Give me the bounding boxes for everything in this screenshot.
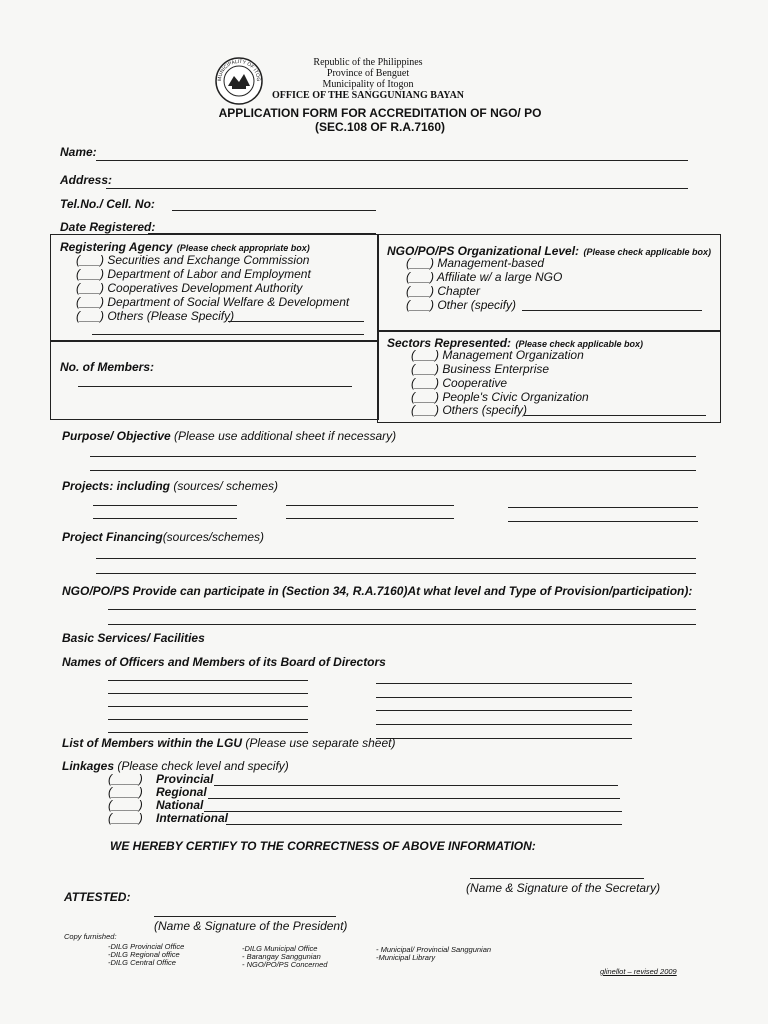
officer-field-1[interactable] [108, 680, 308, 681]
tel-label: Tel.No./ Cell. No: [60, 197, 155, 211]
financing-field-1[interactable] [96, 558, 696, 559]
list-members-note: (Please use separate sheet) [245, 736, 396, 750]
copy-item: -DILG Municipal Office [242, 944, 318, 953]
projects-field-2[interactable] [286, 505, 454, 506]
projects-note: (sources/ schemes) [173, 479, 279, 493]
registering-agency-note: (Please check appropriate box) [176, 243, 310, 253]
linkage-check-regional[interactable]: (____) [108, 785, 143, 799]
agency-option-dswd[interactable]: (___) Department of Social Welfare & Development [76, 295, 350, 309]
secretary-caption: (Name & Signature of the Secretary) [466, 881, 661, 895]
financing-field-2[interactable] [96, 573, 696, 574]
agency-others-field-2[interactable] [92, 334, 364, 335]
basic-services-label: Basic Services/ Facilities [62, 631, 205, 645]
address-label: Address: [60, 173, 113, 187]
linkage-international-field[interactable] [226, 824, 622, 825]
purpose-label: Purpose/ Objective [62, 429, 171, 443]
linkage-national-field[interactable] [204, 811, 622, 812]
copy-item: - Barangay Sanggunian [242, 952, 321, 961]
header-republic: Republic of the Philippines [313, 57, 423, 68]
linkage-check-national[interactable]: (____) [108, 798, 143, 812]
name-field[interactable] [96, 160, 688, 161]
tel-field[interactable] [172, 210, 376, 211]
agency-option-dole[interactable]: (___) Department of Labor and Employment [76, 267, 311, 281]
officer-field-7[interactable] [376, 697, 632, 698]
agency-others-field[interactable] [228, 321, 364, 322]
participate-label: NGO/PO/PS Provide can participate in (Section 34, R.A.7160)At what level and Type of Provision/participation): [62, 584, 693, 598]
members-label: No. of Members: [60, 360, 155, 374]
president-signature-field[interactable] [154, 916, 336, 917]
sector-others-field[interactable] [524, 415, 706, 416]
linkage-provincial-label: Provincial [156, 772, 214, 786]
linkage-national-label: National [156, 798, 204, 812]
sector-option-management[interactable]: (___) Management Organization [411, 348, 584, 362]
officer-field-6[interactable] [376, 683, 632, 684]
copy-item: -Municipal Library [376, 953, 436, 962]
org-level-option-affiliate[interactable]: (___) Affiliate w/ a large NGO [406, 270, 563, 284]
projects-field-6[interactable] [508, 521, 698, 522]
projects-field-3[interactable] [508, 507, 698, 508]
header-province: Province of Benguet [326, 68, 410, 79]
officer-field-5[interactable] [108, 732, 308, 733]
registering-agency-title: Registering Agency [60, 240, 173, 254]
officer-field-2[interactable] [108, 693, 308, 694]
list-members-label: List of Members within the LGU [62, 736, 243, 750]
agency-option-sec[interactable]: (___) Securities and Exchange Commission [76, 253, 310, 267]
projects-field-5[interactable] [286, 518, 454, 519]
copy-item: - NGO/PO/PS Concerned [242, 960, 328, 969]
officers-label: Names of Officers and Members of its Board of Directors [62, 655, 386, 669]
header-office: OFFICE OF THE SANGGUNIANG BAYAN [271, 90, 465, 101]
officer-field-4[interactable] [108, 719, 308, 720]
linkages-label: Linkages [62, 759, 115, 773]
linkage-regional-field[interactable] [208, 798, 620, 799]
projects-field-1[interactable] [93, 505, 237, 506]
linkage-international-label: International [156, 811, 229, 825]
revision-note: glinellot – revised 2009 [600, 967, 677, 976]
copy-item: - Municipal/ Provincial Sanggunian [376, 945, 492, 954]
sector-option-cooperative[interactable]: (___) Cooperative [411, 376, 508, 390]
linkage-provincial-field[interactable] [214, 785, 618, 786]
form-subtitle: (SEC.108 OF R.A.7160) [314, 120, 446, 134]
municipal-seal-icon [212, 56, 266, 106]
address-field[interactable] [106, 188, 688, 189]
members-field[interactable] [78, 386, 352, 387]
linkage-check-international[interactable]: (____) [108, 811, 143, 825]
members-box [50, 340, 379, 420]
linkage-regional-label: Regional [156, 785, 207, 799]
purpose-field-2[interactable] [90, 470, 696, 471]
officer-field-10[interactable] [376, 738, 632, 739]
certify-statement: WE HEREBY CERTIFY TO THE CORRECTNESS OF ABOVE INFORMATION: [110, 839, 536, 853]
org-level-option-management[interactable]: (___) Management-based [406, 256, 545, 270]
participate-field-1[interactable] [108, 609, 696, 610]
financing-label: Project Financing [62, 530, 163, 544]
seal-text: MUNICIPALITY OF ITOG [216, 58, 262, 82]
purpose-note: (Please use additional sheet if necessary) [174, 429, 397, 443]
sector-option-others[interactable]: (___) Others (specify) [411, 403, 528, 417]
attested-label: ATTESTED: [64, 890, 131, 904]
org-level-note: (Please check applicable box) [583, 247, 712, 257]
sectors-note: (Please check applicable box) [515, 339, 644, 349]
date-registered-label: Date Registered: [60, 220, 156, 234]
linkage-check-provincial[interactable]: (____) [108, 772, 143, 786]
copy-item: -DILG Regional office [108, 950, 180, 959]
org-level-other-field[interactable] [522, 310, 702, 311]
org-level-title: NGO/PO/PS Organizational Level: [387, 244, 580, 258]
org-level-option-other[interactable]: (___) Other (specify) [406, 298, 517, 312]
president-caption: (Name & Signature of the President) [154, 919, 348, 933]
financing-note: (sources/schemes) [162, 530, 265, 544]
officer-field-8[interactable] [376, 710, 632, 711]
sector-option-business[interactable]: (___) Business Enterprise [411, 362, 550, 376]
copy-furnished-label: Copy furnished: [64, 932, 117, 941]
header-municipality: Municipality of Itogon [322, 79, 414, 90]
officer-field-9[interactable] [376, 724, 632, 725]
projects-label: Projects: including [62, 479, 171, 493]
form-title: APPLICATION FORM FOR ACCREDITATION OF NGO/ PO [218, 106, 542, 120]
sectors-title: Sectors Represented: [387, 336, 512, 350]
copy-item: -DILG Provincial Office [108, 942, 185, 951]
org-level-option-chapter[interactable]: (___) Chapter [406, 284, 481, 298]
agency-option-others[interactable]: (___) Others (Please Specify) [76, 309, 235, 323]
projects-field-4[interactable] [93, 518, 237, 519]
name-label: Name: [60, 145, 97, 159]
sector-option-civic[interactable]: (___) People's Civic Organization [411, 390, 589, 404]
copy-item: -DILG Central Office [108, 958, 176, 967]
linkages-note: (Please check level and specify) [117, 759, 289, 773]
secretary-signature-field[interactable] [470, 878, 644, 879]
purpose-field-1[interactable] [90, 456, 696, 457]
agency-option-cda[interactable]: (___) Cooperatives Development Authority [76, 281, 303, 295]
participate-field-2[interactable] [108, 624, 696, 625]
officer-field-3[interactable] [108, 706, 308, 707]
